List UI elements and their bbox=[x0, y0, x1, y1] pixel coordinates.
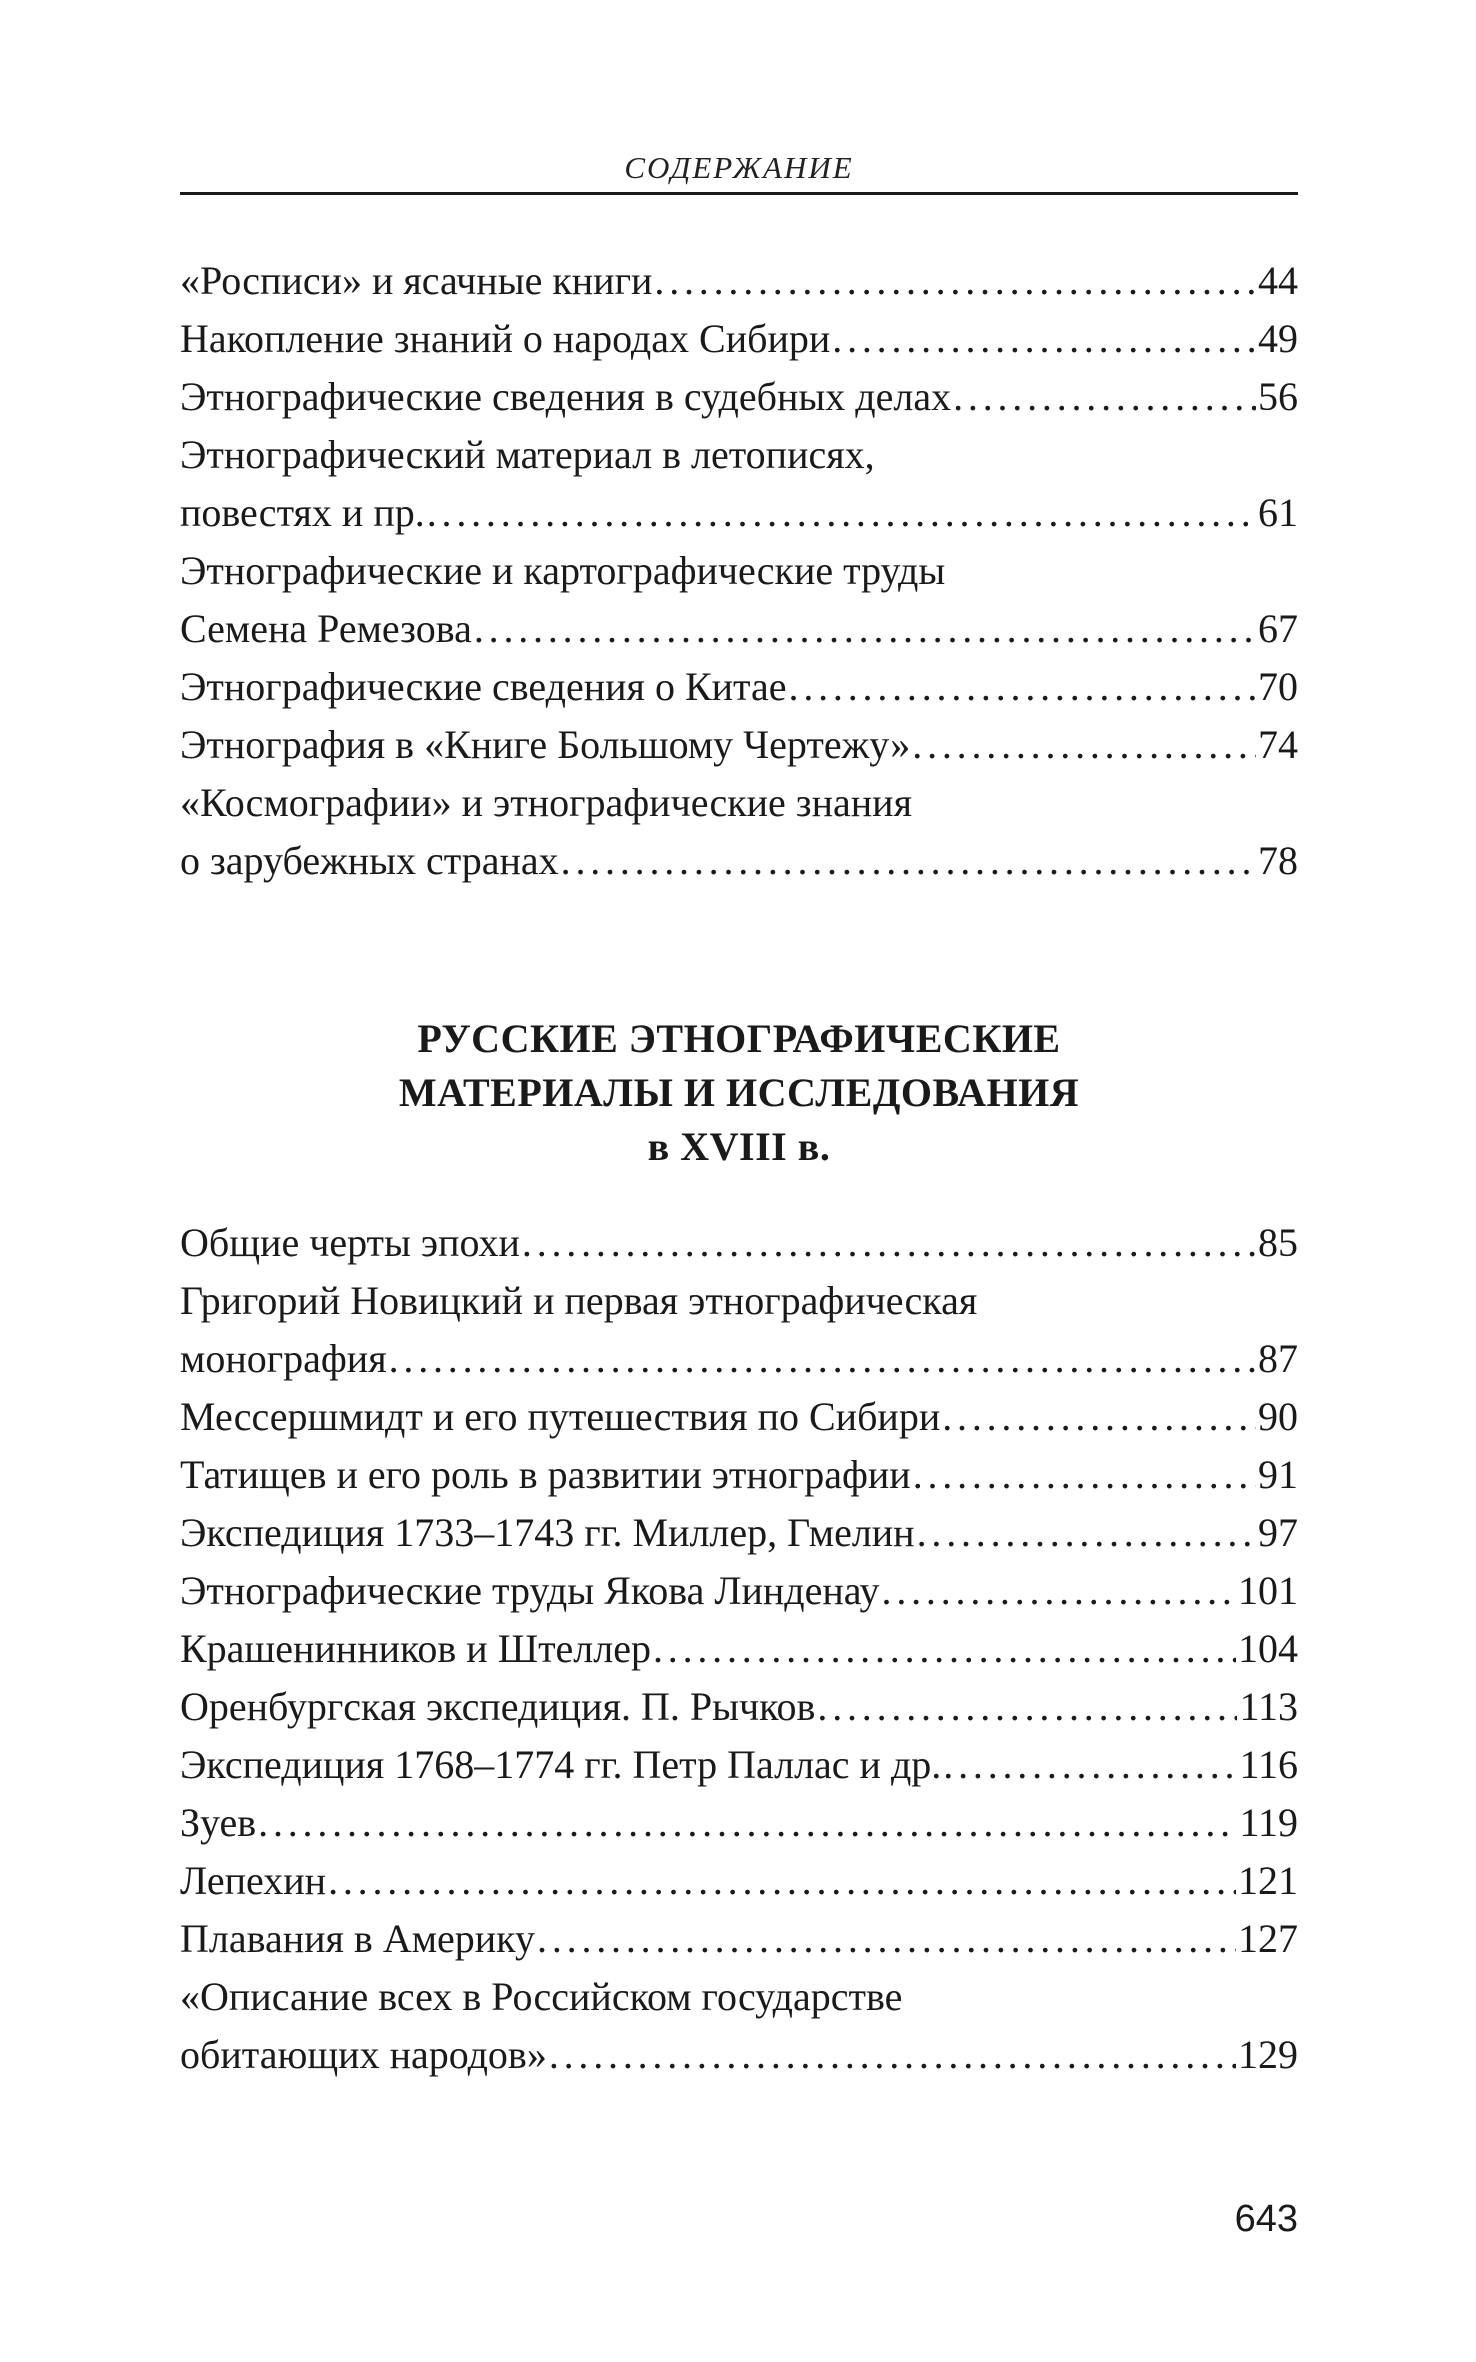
toc-entry-page: 91 bbox=[1258, 1452, 1298, 1497]
toc-entry bbox=[180, 252, 1298, 310]
section-heading bbox=[180, 1012, 1298, 1174]
book-page bbox=[180, 0, 1298, 2362]
dot-leader bbox=[653, 1620, 1236, 1678]
toc-entry bbox=[180, 1910, 1298, 1968]
toc-entry-page: 49 bbox=[1258, 316, 1298, 361]
toc-entry bbox=[180, 1620, 1298, 1678]
toc-entry-page: 67 bbox=[1258, 606, 1298, 651]
section-heading-line3: в XVIII в. bbox=[647, 1124, 831, 1169]
toc-entry-title: Общие черты эпохи bbox=[180, 1220, 520, 1265]
toc-entry-title: обитающих народов» bbox=[180, 2032, 547, 2077]
toc-entry-title: Экспедиция 1768–1774 гг. Петр Паллас и др. bbox=[180, 1742, 942, 1787]
toc-entry-line bbox=[180, 1562, 1298, 1620]
toc-entry-line bbox=[180, 252, 1298, 310]
toc-entry-title: Этнографические сведения о Китае bbox=[180, 664, 787, 709]
toc-entry-page: 74 bbox=[1258, 722, 1298, 767]
dot-leader bbox=[953, 368, 1256, 426]
toc-entry-title: монография bbox=[180, 1336, 387, 1381]
toc-entry-page: 116 bbox=[1239, 1742, 1298, 1787]
dot-leader bbox=[942, 1388, 1256, 1446]
toc-entry bbox=[180, 310, 1298, 368]
toc-entry bbox=[180, 774, 1298, 890]
toc-entry-line bbox=[180, 1620, 1298, 1678]
toc-entry-title: Плавания в Америку bbox=[180, 1916, 536, 1961]
toc-entry-title-line1: Григорий Новицкий и первая этнографическая bbox=[180, 1278, 978, 1323]
dot-leader bbox=[389, 1330, 1256, 1388]
toc-entry bbox=[180, 1272, 1298, 1388]
toc-entry bbox=[180, 1214, 1298, 1272]
toc-entry bbox=[180, 368, 1298, 426]
toc-entry-line bbox=[180, 1504, 1298, 1562]
toc-list-part2 bbox=[180, 1214, 1298, 2084]
dot-leader bbox=[832, 310, 1256, 368]
dot-leader bbox=[789, 658, 1256, 716]
toc-entry-title: о зарубежных странах bbox=[180, 838, 559, 883]
toc-entry-line bbox=[180, 1910, 1298, 1968]
toc-entry-line bbox=[180, 368, 1298, 426]
toc-entry bbox=[180, 1446, 1298, 1504]
toc-entry-page: 56 bbox=[1258, 374, 1298, 419]
toc-entry-title: Семена Ремезова bbox=[180, 606, 472, 651]
toc-entry-page: 97 bbox=[1258, 1510, 1298, 1555]
dot-leader bbox=[912, 716, 1256, 774]
dot-leader bbox=[537, 1910, 1236, 1968]
page-number: 643 bbox=[1234, 2198, 1298, 2240]
toc-entry-line bbox=[180, 1736, 1298, 1794]
toc-entry-title-line1: «Описание всех в Российском государстве bbox=[180, 1974, 903, 2019]
toc-list-part1 bbox=[180, 252, 1298, 890]
toc-entry-page: 44 bbox=[1258, 258, 1298, 303]
toc-entry-line bbox=[180, 658, 1298, 716]
toc-entry bbox=[180, 1388, 1298, 1446]
dot-leader bbox=[522, 1214, 1256, 1272]
toc-entry-line bbox=[180, 716, 1298, 774]
toc-entry-title-line1: Этнографические и картографические труды bbox=[180, 548, 946, 593]
toc-entry-page: 87 bbox=[1258, 1336, 1298, 1381]
toc-entry-page: 119 bbox=[1239, 1800, 1298, 1845]
toc-entry-line bbox=[180, 1794, 1298, 1852]
toc-entry bbox=[180, 426, 1298, 542]
toc-entry-line bbox=[180, 1852, 1298, 1910]
toc-entry-page: 70 bbox=[1258, 664, 1298, 709]
toc-entry bbox=[180, 1968, 1298, 2084]
toc-entry-title: повестях и пр. bbox=[180, 490, 425, 535]
toc-entry bbox=[180, 1852, 1298, 1910]
toc-entry-line bbox=[180, 832, 1298, 890]
dot-leader bbox=[474, 600, 1256, 658]
toc-entry-line bbox=[180, 484, 1298, 542]
dot-leader bbox=[549, 2026, 1236, 2084]
toc-entry bbox=[180, 658, 1298, 716]
toc-entry-page: 113 bbox=[1239, 1684, 1298, 1729]
toc-entry-line bbox=[180, 1678, 1298, 1736]
toc-entry-line bbox=[180, 1388, 1298, 1446]
toc-entry-title: Крашенинников и Штеллер bbox=[180, 1626, 651, 1671]
toc-entry bbox=[180, 1678, 1298, 1736]
header-rule bbox=[180, 192, 1298, 195]
toc-entry-title: Накопление знаний о народах Сибири bbox=[180, 316, 831, 361]
toc-entry bbox=[180, 1504, 1298, 1562]
toc-entry-title: Этнографические сведения в судебных делах bbox=[180, 374, 952, 419]
toc-entry bbox=[180, 1562, 1298, 1620]
toc-entry-title: Лепехин bbox=[180, 1858, 327, 1903]
dot-leader bbox=[654, 252, 1256, 310]
toc-entry-title: Зуев bbox=[180, 1800, 257, 1845]
dot-leader bbox=[943, 1736, 1237, 1794]
toc-entry-title: Татищев и его роль в развитии этнографии bbox=[180, 1452, 911, 1497]
toc-entry-title: Этнографические труды Якова Линденау bbox=[180, 1568, 880, 1613]
toc-entry-line bbox=[180, 600, 1298, 658]
toc-entry-title: Экспедиция 1733–1743 гг. Миллер, Гмелин bbox=[180, 1510, 915, 1555]
running-head: СОДЕРЖАНИЕ bbox=[624, 150, 854, 185]
toc-entry bbox=[180, 1794, 1298, 1852]
dot-leader bbox=[917, 1504, 1256, 1562]
dot-leader bbox=[882, 1562, 1236, 1620]
toc-entry-page: 101 bbox=[1238, 1568, 1298, 1613]
toc-entry-title: Оренбургская экспедиция. П. Рычков bbox=[180, 1684, 816, 1729]
toc-entry-page: 85 bbox=[1258, 1220, 1298, 1265]
toc-entry-page: 121 bbox=[1238, 1858, 1298, 1903]
toc-entry-line bbox=[180, 2026, 1298, 2084]
toc-entry-page: 127 bbox=[1238, 1916, 1298, 1961]
toc-entry-line bbox=[180, 310, 1298, 368]
toc-entry-page: 61 bbox=[1258, 490, 1298, 535]
toc-entry-title-line1: «Космографии» и этнографические знания bbox=[180, 780, 912, 825]
toc-entry-page: 90 bbox=[1258, 1394, 1298, 1439]
toc-entry-title-line1: Этнографический материал в летописях, bbox=[180, 432, 875, 477]
toc-entry-title: «Росписи» и ясачные книги bbox=[180, 258, 653, 303]
toc-entry-line bbox=[180, 1214, 1298, 1272]
toc-entry-page: 129 bbox=[1238, 2032, 1298, 2077]
dot-leader bbox=[328, 1852, 1236, 1910]
toc-entry-page: 104 bbox=[1238, 1626, 1298, 1671]
section-heading-line2: МАТЕРИАЛЫ И ИССЛЕДОВАНИЯ bbox=[398, 1070, 1080, 1115]
dot-leader bbox=[913, 1446, 1256, 1504]
toc-entry-title: Мессершмидт и его путешествия по Сибири bbox=[180, 1394, 941, 1439]
toc-entry-line bbox=[180, 1446, 1298, 1504]
toc-entry-title: Этнография в «Книге Большому Чертежу» bbox=[180, 722, 911, 767]
toc-entry bbox=[180, 1736, 1298, 1794]
toc-entry-page: 78 bbox=[1258, 838, 1298, 883]
dot-leader bbox=[258, 1794, 1237, 1852]
toc-entry-line bbox=[180, 1330, 1298, 1388]
dot-leader bbox=[427, 484, 1256, 542]
dot-leader bbox=[817, 1678, 1237, 1736]
toc-entry bbox=[180, 716, 1298, 774]
toc-entry bbox=[180, 542, 1298, 658]
section-heading-line1: РУССКИЕ ЭТНОГРАФИЧЕСКИЕ bbox=[417, 1016, 1061, 1061]
dot-leader bbox=[561, 832, 1256, 890]
